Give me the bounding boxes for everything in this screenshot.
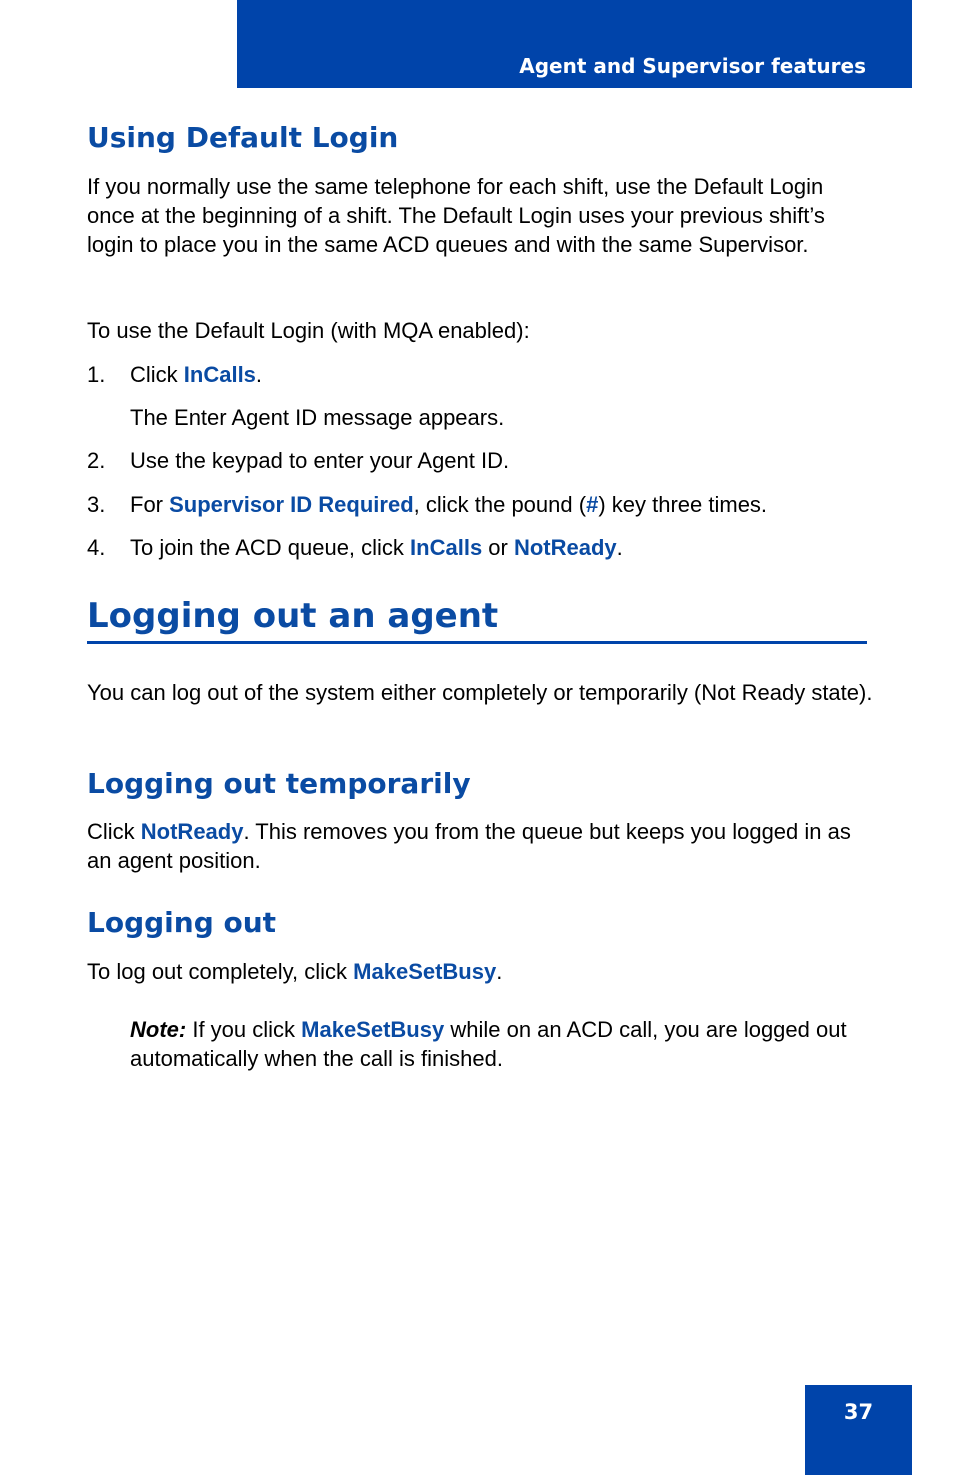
paragraph-logging-out-intro: You can log out of the system either completely or temporarily (Not Ready state). bbox=[87, 680, 873, 705]
paragraph-logging-out: To log out completely, click MakeSetBusy. bbox=[87, 959, 503, 984]
paragraph-logging-out-temporarily: Click NotReady. This removes you from the queue but keeps you logged in as an agent position. bbox=[87, 819, 851, 873]
prompt-label: Supervisor ID Required bbox=[169, 492, 414, 517]
step-text: Click InCalls. bbox=[130, 362, 263, 387]
softkey-label: NotReady bbox=[513, 535, 617, 560]
step-text: To join the ACD queue, click InCalls or NotReady. bbox=[130, 535, 623, 560]
section-heading-logging-out: Logging out bbox=[87, 906, 277, 939]
step-text: Use the keypad to enter your Agent ID. bbox=[130, 448, 510, 473]
softkey-label: InCalls bbox=[410, 535, 483, 560]
running-header: Agent and Supervisor features bbox=[519, 54, 866, 78]
chapter-heading-logging-out: Logging out an agent bbox=[87, 596, 499, 636]
step-result: The Enter Agent ID message appears. bbox=[130, 405, 505, 430]
paragraph-default-login-lead: To use the Default Login (with MQA enabled): bbox=[87, 318, 530, 343]
page-number: 37 bbox=[843, 1400, 874, 1424]
softkey-label: NotReady bbox=[140, 819, 244, 844]
step-text: For Supervisor ID Required, click the pound (#) key three times. bbox=[130, 492, 768, 517]
pound-key-label: # bbox=[586, 492, 599, 517]
heading-rule bbox=[87, 641, 867, 644]
paragraph-default-login-intro: If you normally use the same telephone for each shift, use the Default Login once at the beginning of a shift. The Default Login uses your previous shift’s login to place you in the same ACD queues and with the same Supervisor. bbox=[87, 174, 825, 257]
header-band bbox=[237, 0, 912, 88]
page-number-box bbox=[805, 1385, 912, 1475]
section-heading-default-login: Using Default Login bbox=[87, 121, 399, 154]
step-number: 3. bbox=[87, 492, 106, 517]
section-heading-logging-out-temporarily: Logging out temporarily bbox=[87, 767, 471, 800]
step-number: 1. bbox=[87, 362, 106, 387]
note-label: Note: bbox=[130, 1017, 187, 1042]
softkey-label: MakeSetBusy bbox=[353, 959, 497, 984]
step-number: 4. bbox=[87, 535, 106, 560]
step-number: 2. bbox=[87, 448, 106, 473]
softkey-label: MakeSetBusy bbox=[301, 1017, 445, 1042]
note-paragraph: Note: If you click MakeSetBusy while on an ACD call, you are logged out automatically when the call is finished. bbox=[130, 1017, 847, 1071]
softkey-label: InCalls bbox=[183, 362, 256, 387]
